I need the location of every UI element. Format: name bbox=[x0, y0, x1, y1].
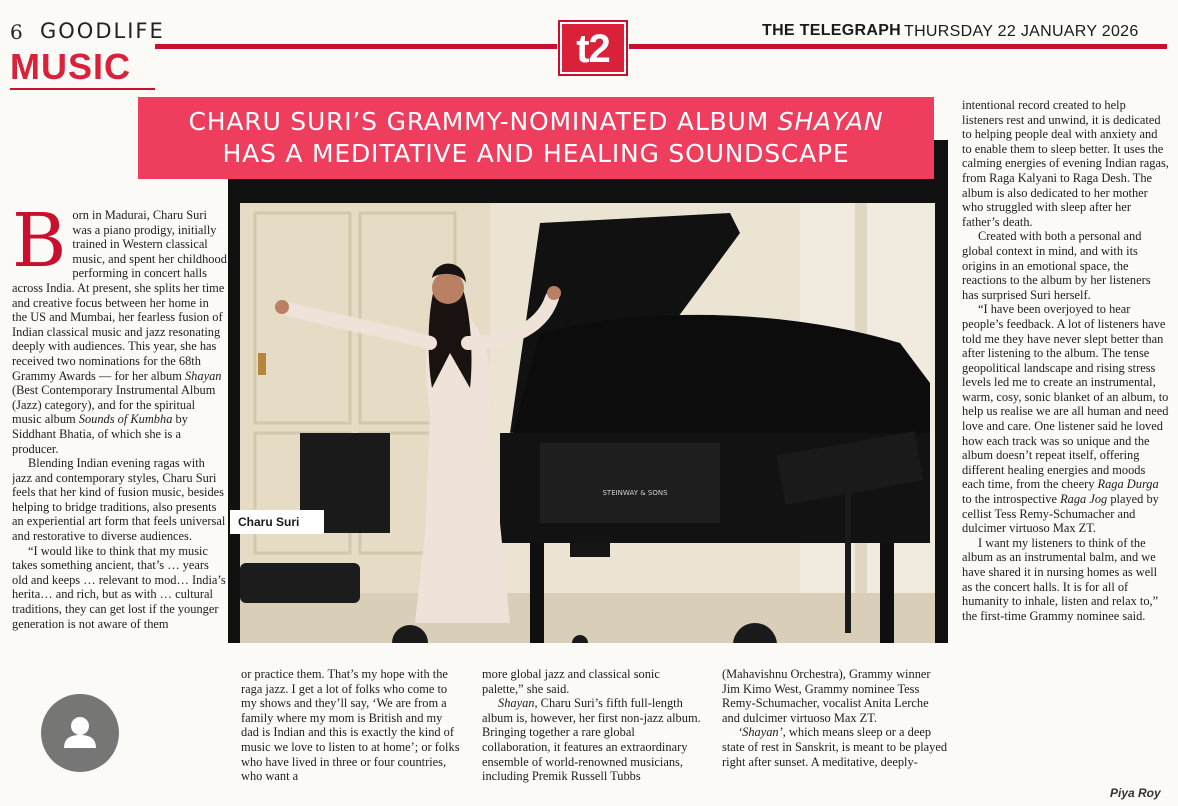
album-title: Shayan bbox=[184, 368, 222, 383]
article-paragraph bbox=[722, 725, 948, 769]
article-column-3 bbox=[482, 667, 704, 806]
page-number: 6 bbox=[10, 20, 23, 44]
paragraph-text: by Siddhant Bhatia, of which she is a producer. bbox=[12, 412, 188, 456]
headline bbox=[138, 106, 934, 170]
t2-logo: t2 bbox=[560, 22, 626, 74]
concert-photo bbox=[240, 203, 935, 643]
article-paragraph: more global jazz and classical sonic palette,” she said. bbox=[482, 667, 660, 696]
section-name: GOODLIFE bbox=[40, 19, 165, 43]
headline-line1: CHARU SURI’S GRAMMY-NOMINATED ALBUM bbox=[188, 107, 778, 136]
article-paragraph: (Mahavishnu Orchestra), Grammy winner Jim Kimo West, Grammy nominee Tess Remy-Schumacher, vocalist Anita Lerche and dulcimer virtuoso Max ZT. bbox=[722, 667, 931, 725]
piano-brand-label: STEINWAY & SONS bbox=[602, 489, 668, 497]
user-avatar-icon bbox=[41, 694, 119, 772]
paragraph-text: (Best Contemporary Instrumental Album (Jazz) category), and for the spiritual music album bbox=[12, 383, 216, 427]
user-avatar-button[interactable] bbox=[41, 694, 119, 772]
paragraph-text: “I have been overjoyed to hear people’s feedback. A lot of listeners have told me they have never slept better than after listening to the album. The tense geopolitical landscape and rising stress levels led me to create an instrumental, warm, cosy, sonic blanket of an album, to help us realise we are all human and need love and care. One listener said he loved how each track was so unique and the album doesn’t repeat itself, offering different healing energies and moods each time, from the cheery bbox=[962, 302, 1169, 492]
paragraph-text: , Charu Suri’s fifth full-length album is, however, her first non-jazz album. Bringing together a rare global collaboration, it features an extraordinary ensemble of world-renowned musicians, including Premik Russell Tubbs bbox=[482, 696, 701, 784]
article-paragraph: I want my listeners to think of the album as an instrumental balm, and we have shared it in nursing homes as well as the concert halls. It is for all of humanity to inhale, listen and relax to,” the first-time Grammy nominee said. bbox=[962, 535, 1159, 623]
pianist-illustration bbox=[240, 203, 935, 643]
article-paragraph: Created with both a personal and global context in mind, and with its origins in an emotional space, the reactions to the album by her listeners has surprised Suri herself. bbox=[962, 229, 1151, 302]
article-column-2 bbox=[241, 667, 463, 806]
article-paragraph: “I would like to think that my music takes something ancient, that’s … years old and keeps … relevant to mod… India’s herita… and rich, but as with … cultural traditions, they can get lost if the younger generation is not aware of them bbox=[12, 543, 226, 631]
headline-banner bbox=[138, 97, 934, 179]
section-underline bbox=[10, 88, 155, 90]
article-paragraph bbox=[962, 302, 1170, 536]
raga-name: Raga Durga bbox=[1097, 477, 1159, 492]
headline-line2: HAS A MEDITATIVE AND HEALING SOUNDSCAPE bbox=[222, 139, 850, 168]
paragraph-text: , which means sleep or a deep state of rest in Sanskrit, is meant to be played right after sunset. A meditative, deeply- bbox=[722, 725, 948, 769]
photo-credit: Piya Roy bbox=[1110, 786, 1161, 800]
subsection-name: MUSIC bbox=[10, 46, 131, 87]
article-column-4 bbox=[722, 667, 948, 806]
headline-album-title: SHAYAN bbox=[777, 107, 884, 136]
article-paragraph: intentional record created to help listeners rest and unwind, it is dedicated to helping people deal with anxiety and to enable them to sleep better. It uses the calming energies of evening Indian ragas, from Raga Kalyani to Raga Desh. The album is also dedicated to her mother who struggled with sleep after her father’s death. bbox=[962, 98, 1169, 229]
article-paragraph: or practice them. That’s my hope with the raga jazz. I get a lot of folks who come to my shows and they’ll say, ‘We are from a family where my mom is British and my dad is Indian and this is exactly the kind of music we love to listen to at home’; or folks who have lived in three or four countries, who want a bbox=[241, 667, 460, 784]
drop-cap: B bbox=[12, 208, 67, 284]
album-title: Shayan bbox=[498, 696, 535, 711]
paragraph-text: to the introspective bbox=[962, 492, 1061, 507]
paragraph-text: orn in Madurai, Charu Suri was a piano prodigy, initially trained in Western classical music, and spent her childhood performing in concert halls across India. At present, she splits her time and creative focus between her home in the US and Mumbai, her fearless fusion of Indian classical music and jazz resonating deeply with audiences. This year, she has received two nominations for the 68th Grammy Awards — for her album bbox=[12, 208, 227, 383]
album-title: Sounds of Kumbha bbox=[78, 412, 173, 427]
raga-name: Raga Jog bbox=[1060, 492, 1108, 507]
newspaper-name: THE TELEGRAPH bbox=[762, 22, 902, 39]
header-rule-right bbox=[629, 44, 1167, 49]
article-column-5 bbox=[962, 98, 1170, 780]
article-paragraph bbox=[482, 696, 704, 784]
header-rule-left bbox=[155, 44, 557, 49]
issue-date: THURSDAY 22 JANUARY 2026 bbox=[904, 23, 1139, 40]
album-title: ‘Shayan’ bbox=[738, 725, 783, 740]
photo-caption: Charu Suri bbox=[230, 510, 324, 534]
paragraph-text: played by cellist Tess Remy-Schumacher and dulcimer virtuoso Max ZT. bbox=[962, 492, 1159, 536]
article-paragraph: Blending Indian evening ragas with jazz and contemporary styles, Charu Suri feels that her kind of fusion music, besides helping to bridge traditions, also presents an experiential art form that feels universal and restorative to diverse audiences. bbox=[12, 456, 226, 544]
